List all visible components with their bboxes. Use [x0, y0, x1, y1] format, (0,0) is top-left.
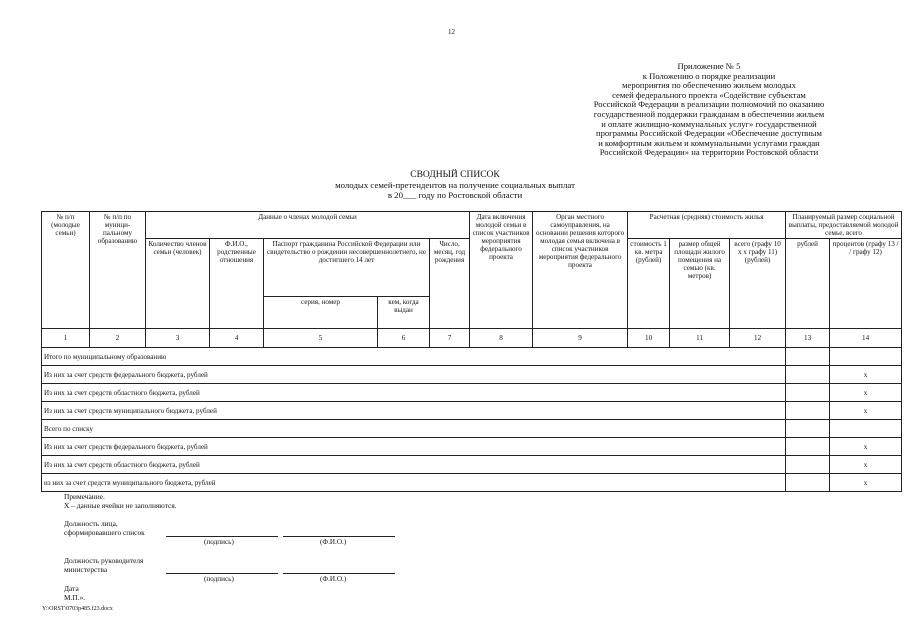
note-title: Примечание. [64, 492, 105, 501]
summary-row [42, 474, 902, 492]
header-cell-5: серия, номер [264, 297, 378, 329]
fio-caption: (Ф.И.О.) [320, 538, 347, 546]
summary-cell-rubles [786, 402, 830, 420]
appendix-line: Российской Федерации» на территории Ростовской области [599, 147, 819, 158]
column-number: 2 [90, 329, 146, 348]
summary-row [42, 348, 902, 366]
appendix-line: семей федерального проекта «Содействие субъектам [612, 89, 806, 100]
position-label-1b: сформировавшего список [64, 528, 145, 537]
summary-row-label: Из них за счет средств федерального бюджета, рублей [42, 438, 786, 456]
column-number: 13 [786, 329, 830, 348]
column-number: 11 [670, 329, 730, 348]
header-cell-4: Ф.И.О., родственные отношения [210, 239, 264, 329]
position-label-2: Должность руководителя [64, 556, 144, 565]
signature-line [166, 536, 278, 537]
summary-cell-rubles [786, 366, 830, 384]
file-path: Y:\ORST\0703p485.f23.docx [42, 606, 113, 612]
title-subline: молодых семей-претендентов на получение социальных выплат [335, 180, 575, 190]
header-cell-9: Орган местного самоуправления, на основании решения которого молодая семья включена в список участников мероприятия федерального проекта [533, 212, 628, 329]
signature-caption: (подпись) [204, 538, 234, 546]
column-number: 4 [210, 329, 264, 348]
summary-cell-rubles [786, 456, 830, 474]
column-number: 6 [378, 329, 430, 348]
summary-cell-rubles [786, 348, 830, 366]
summary-row-label: Из них за счет средств федерального бюджета, рублей [42, 366, 786, 384]
column-number-row [42, 329, 902, 348]
header-cell-6: кем, когда выдан [378, 297, 430, 329]
header-cell-10: стоимость 1 кв. метра (рублей) [628, 239, 670, 329]
summary-cell-rubles [786, 384, 830, 402]
appendix-header [560, 62, 858, 158]
header-group-cost: Расчетная (средняя) стоимость жилья [628, 212, 786, 239]
header-cell-3: Количество членов семьи (человек) [146, 239, 210, 329]
position-label-1: Должность лица, [64, 519, 118, 528]
column-number: 7 [430, 329, 470, 348]
summary-cell-percent [830, 420, 902, 438]
column-number: 1 [42, 329, 90, 348]
note-text: Х – данные ячейки не заполняются. [64, 501, 177, 510]
appendix-line: программы Российской Федерации «Обеспечение доступным [595, 128, 822, 139]
column-number: 8 [470, 329, 533, 348]
summary-cell-percent: х [830, 384, 902, 402]
summary-row-label: Всего по списку [42, 420, 786, 438]
fio-caption: (Ф.И.О.) [320, 575, 347, 583]
header-group-members: Данные о членах молодой семьи [146, 212, 470, 239]
summary-cell-percent: х [830, 474, 902, 492]
fio-line [283, 536, 395, 537]
summary-row-label: из них за счет средств муниципального бюджета, рублей [42, 474, 786, 492]
summary-cell-percent: х [830, 438, 902, 456]
summary-row [42, 456, 902, 474]
summary-row-label: Из них за счет средств областного бюджета, рублей [42, 384, 786, 402]
header-cell-8: Дата включения молодой семьи в список участников мероприятия федерального проекта [470, 212, 533, 329]
fio-line [283, 573, 395, 574]
appendix-title: Приложение № 5 [677, 61, 741, 71]
header-cell-11: размер общей площади жилого помещения на семью (кв. метров) [670, 239, 730, 329]
summary-row [42, 420, 902, 438]
column-number: 3 [146, 329, 210, 348]
summary-row [42, 438, 902, 456]
header-passport: Паспорт гражданина Российской Федерации или свидетельство о рождении несовершеннолетнего, не достигшего 14 лет [264, 239, 430, 297]
column-number: 10 [628, 329, 670, 348]
header-cell-2: № п/п по муници-пальному образованию [90, 212, 146, 329]
header-cell-14: процентов (графу 13 / / графу 12) [830, 239, 902, 329]
date-label: Дата [64, 584, 79, 593]
header-cell-1: № п/п (молодые семьи) [42, 212, 90, 329]
appendix-line: Российской Федерации в реализации полномочий по оказанию [593, 99, 825, 110]
summary-cell-percent: х [830, 402, 902, 420]
signature-line [166, 573, 278, 574]
summary-cell-percent [830, 348, 902, 366]
summary-cell-percent: х [830, 366, 902, 384]
summary-cell-percent: х [830, 456, 902, 474]
summary-cell-rubles [786, 438, 830, 456]
appendix-line: государственной поддержки гражданам в обеспечении жильем [593, 108, 825, 119]
column-number: 12 [730, 329, 786, 348]
appendix-line: и оплате жилищно-коммунальных услуг» государственной [601, 118, 817, 129]
header-cell-7: Число, месяц, год рождения [430, 239, 470, 329]
title-subline: в 20___ году по Ростовской области [387, 190, 523, 200]
signature-caption: (подпись) [204, 575, 234, 583]
summary-row [42, 384, 902, 402]
column-number: 9 [533, 329, 628, 348]
summary-row [42, 366, 902, 384]
summary-table [41, 211, 902, 492]
appendix-line: к Положению о порядке реализации [642, 70, 776, 81]
summary-cell-rubles [786, 420, 830, 438]
appendix-line: и комфортным жильем и коммунальными услугами граждан [598, 137, 820, 148]
summary-row-label: Итого по муниципальному образованию [42, 348, 786, 366]
summary-row [42, 402, 902, 420]
summary-cell-rubles [786, 474, 830, 492]
header-cell-13: рублей [786, 239, 830, 329]
position-label-2b: министерства [64, 565, 108, 574]
stamp-label: М.П.». [64, 593, 86, 602]
appendix-line: мероприятия по обеспечению жильем молодых [622, 80, 796, 91]
document-title [260, 170, 650, 200]
header-group-plan: Планируемый размер социальной выплаты, предоставляемой молодой семье, всего [786, 212, 902, 239]
header-cell-12: всего (графу 10 х х графу 11) (рублей) [730, 239, 786, 329]
column-number: 14 [830, 329, 902, 348]
summary-row-label: Из них за счет средств областного бюджета, рублей [42, 456, 786, 474]
page-number: 12 [448, 28, 455, 36]
summary-row-label: Из них за счет средств муниципального бюджета, рублей [42, 402, 786, 420]
column-number: 5 [264, 329, 378, 348]
title-heading: СВОДНЫЙ СПИСОК [410, 170, 500, 180]
